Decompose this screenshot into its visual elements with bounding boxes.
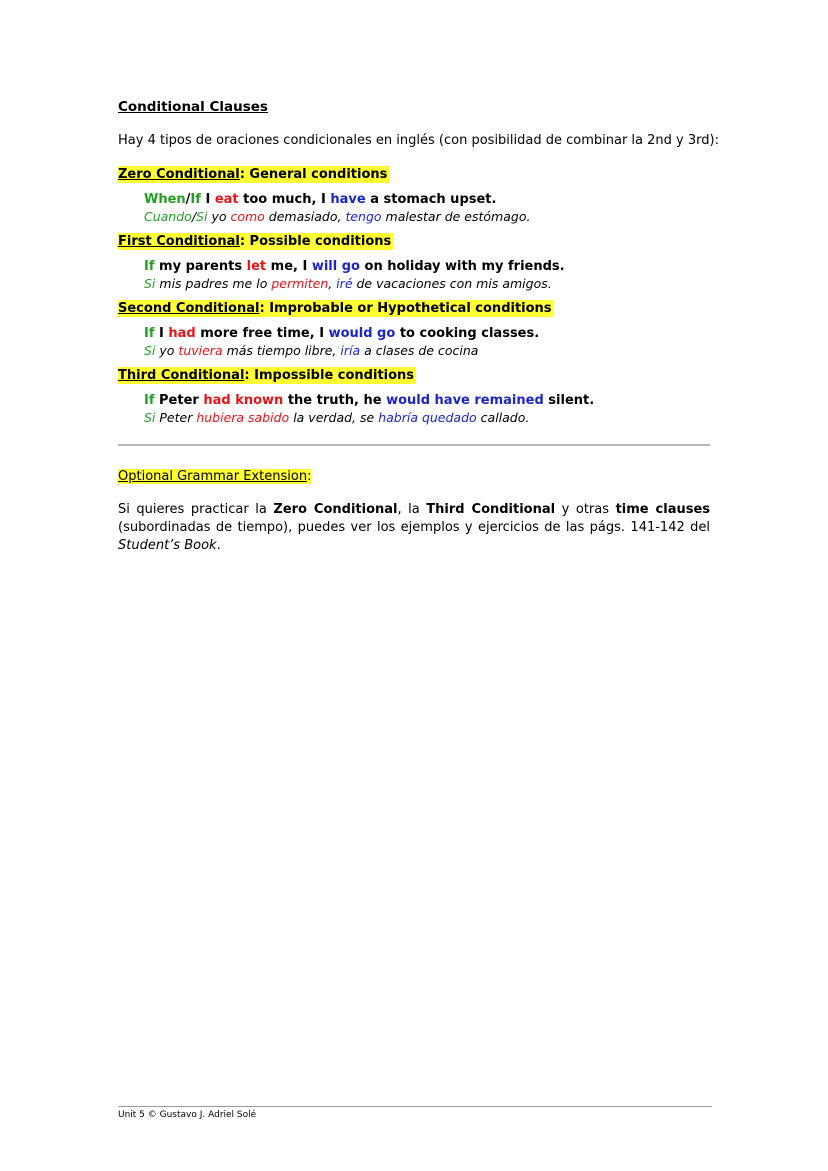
bold-term: Third Conditional bbox=[426, 502, 556, 517]
text: silent. bbox=[543, 393, 595, 408]
book-title: Student’s Book bbox=[118, 538, 217, 553]
condition-verb: permiten bbox=[271, 276, 329, 291]
third-example-english bbox=[144, 392, 594, 409]
text: to cooking classes. bbox=[395, 326, 540, 341]
text: malestar de estómago. bbox=[381, 209, 531, 224]
heading-name: First Conditional bbox=[118, 234, 240, 249]
text: más tiempo libre, bbox=[222, 343, 341, 358]
intro-text: Hay 4 tipos de oraciones condicionales en inglés (con posibilidad de combinar la 2nd y 3rd): bbox=[118, 133, 719, 148]
heading-description: : Possible conditions bbox=[239, 234, 392, 249]
result-verb: tengo bbox=[345, 209, 382, 224]
text: yo bbox=[207, 209, 231, 224]
heading-description: : General conditions bbox=[239, 167, 388, 182]
cuando-word: Cuando bbox=[144, 209, 192, 224]
extension-paragraph bbox=[118, 501, 710, 555]
when-word: When bbox=[144, 192, 186, 207]
colon: : bbox=[307, 469, 312, 484]
if-word: If bbox=[144, 326, 155, 341]
footer-divider bbox=[118, 1106, 712, 1107]
heading-description: : Improbable or Hypothetical conditions bbox=[259, 301, 552, 316]
text: me, I bbox=[266, 259, 312, 274]
text: la verdad, se bbox=[289, 410, 379, 425]
condition-verb: had known bbox=[203, 393, 284, 408]
condition-verb: como bbox=[230, 209, 265, 224]
text: , la bbox=[397, 502, 427, 517]
text: too much, I bbox=[238, 192, 331, 207]
text: on holiday with my friends. bbox=[359, 259, 565, 274]
bold-term: time clauses bbox=[615, 502, 711, 517]
text: more free time, I bbox=[195, 326, 329, 341]
condition-verb: eat bbox=[214, 192, 239, 207]
result-verb: iría bbox=[340, 343, 361, 358]
bold-term: Zero Conditional bbox=[273, 502, 398, 517]
third-conditional-heading bbox=[118, 367, 416, 384]
section-divider bbox=[118, 444, 710, 446]
extension-title bbox=[118, 469, 311, 484]
first-conditional-heading bbox=[118, 233, 393, 250]
heading-description: : Impossible conditions bbox=[244, 368, 415, 383]
text: yo bbox=[155, 343, 179, 358]
text: Peter bbox=[155, 410, 197, 425]
heading-name: Second Conditional bbox=[118, 301, 260, 316]
page-title: Conditional Clauses bbox=[118, 99, 268, 115]
text: a stomach upset. bbox=[365, 192, 497, 207]
text: . bbox=[216, 538, 221, 553]
if-word: If bbox=[144, 259, 155, 274]
text: (subordinadas de tiempo), puedes ver los ejemplos y ejercicios de las págs. 141-142 del bbox=[118, 520, 710, 535]
result-verb: will go bbox=[311, 259, 360, 274]
extension-title-text: Optional Grammar Extension bbox=[118, 469, 308, 484]
result-verb: iré bbox=[336, 276, 353, 291]
text: Peter bbox=[154, 393, 204, 408]
text: y otras bbox=[555, 502, 616, 517]
text: I bbox=[154, 326, 169, 341]
result-verb: have bbox=[330, 192, 366, 207]
si-word: Si bbox=[196, 209, 208, 224]
first-example-spanish bbox=[144, 275, 552, 292]
if-word: If bbox=[190, 192, 201, 207]
zero-conditional-heading bbox=[118, 166, 389, 183]
zero-example-english bbox=[144, 191, 496, 208]
footer-text: Unit 5 © Gustavo J. Adriel Solé bbox=[118, 1110, 257, 1120]
text: callado. bbox=[476, 410, 530, 425]
si-word: Si bbox=[144, 410, 156, 425]
text: I bbox=[200, 192, 215, 207]
text: a clases de cocina bbox=[360, 343, 479, 358]
si-word: Si bbox=[144, 343, 156, 358]
result-verb: would have remained bbox=[386, 393, 544, 408]
text: demasiado, bbox=[264, 209, 346, 224]
condition-verb: let bbox=[246, 259, 267, 274]
text: , bbox=[328, 276, 337, 291]
result-verb: habría quedado bbox=[378, 410, 477, 425]
second-example-spanish bbox=[144, 342, 478, 359]
text: my parents bbox=[154, 259, 247, 274]
heading-name: Third Conditional bbox=[118, 368, 245, 383]
slash: / bbox=[191, 209, 197, 224]
second-conditional-heading bbox=[118, 300, 554, 317]
first-example-english bbox=[144, 258, 565, 275]
si-word: Si bbox=[144, 276, 156, 291]
condition-verb: had bbox=[168, 326, 196, 341]
text: mis padres me lo bbox=[155, 276, 272, 291]
slash: / bbox=[185, 192, 191, 207]
result-verb: would go bbox=[328, 326, 396, 341]
third-example-spanish bbox=[144, 409, 529, 426]
condition-verb: tuviera bbox=[178, 343, 223, 358]
condition-verb: hubiera sabido bbox=[196, 410, 290, 425]
text: Si quieres practicar la bbox=[118, 502, 274, 517]
second-example-english bbox=[144, 325, 539, 342]
text: the truth, he bbox=[283, 393, 387, 408]
text: de vacaciones con mis amigos. bbox=[352, 276, 552, 291]
zero-example-spanish bbox=[144, 208, 530, 225]
heading-name: Zero Conditional bbox=[118, 167, 240, 182]
if-word: If bbox=[144, 393, 155, 408]
